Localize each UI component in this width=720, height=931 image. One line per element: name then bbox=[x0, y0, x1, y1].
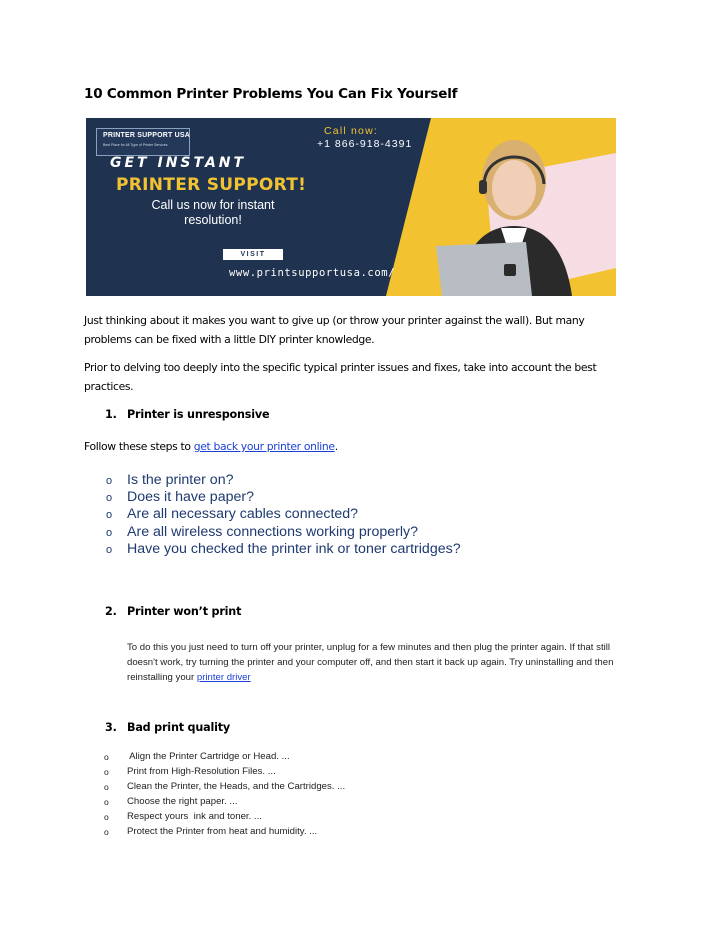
intro-paragraph-1: Just thinking about it makes you want to give up (or throw your printer against the wall). But many problems can be fixed with a little DIY printer knowledge. bbox=[84, 314, 585, 346]
bullet-icon: o bbox=[104, 767, 109, 777]
section-2-number: 2. bbox=[105, 605, 117, 618]
printer-driver-link[interactable]: printer driver bbox=[196, 672, 251, 684]
banner-website[interactable]: www.printsupportusa.com/ bbox=[229, 267, 396, 279]
logo-title: PRINTER SUPPORT USA bbox=[103, 132, 191, 139]
bullet-icon: o bbox=[106, 492, 113, 505]
bullet-icon: o bbox=[104, 782, 109, 792]
banner-headline-2: PRINTER SUPPORT! bbox=[116, 175, 307, 195]
section-1-lead-text: Follow these steps to bbox=[84, 440, 194, 453]
bullet-icon: o bbox=[106, 509, 113, 522]
section-1-number: 1. bbox=[105, 408, 117, 421]
section-1-title: Printer is unresponsive bbox=[127, 408, 270, 421]
document-page: 10 Common Printer Problems You Can Fix Yourself PRINTER SUPPORT USA Best Place for All Type of Printer Services GET INSTANT PRINTER SUPPORT! Call us now for instant resolution! VISIT www.printsupportusa.com/ Call now: +1 866-918-4391 Just thinking about it makes you want to give up (or throw your printer against the wall). But many problems can be fixed with a little DIY printer knowledge. Prior to delving too deeply into the specific typical printer issues and fixes, take into account the best practices. 1. Printer is unresponsive Follow these steps to get back your printer online. o Is the printer on? o Does it have paper? o Are all necessary cables connected? o Are all wireless connections working properly? o Have you checked the printer ink or toner cartridges? 2. Printer won’t print To do this you just need to turn off your printer, unplug for a few minutes and then plug the printer again. If that still doesn't work, try turning the printer and your computer off, and then start it back up again. Try uninstalling and then reinstalling your printer driver 3. Bad print quality o Align the Printer Cartridge or Head. ... o Print from High-Resolution Files. ... o Clean the Printer, the Heads, and the Cartridges. ... o Choose the right paper. ... o Respect yours ink and toner. ... o Protect the Printer from heat and humidity. ... bbox=[0, 0, 720, 931]
company-logo bbox=[96, 128, 190, 156]
section-3-number: 3. bbox=[105, 721, 117, 734]
logo-tagline: Best Place for All Type of Printer Services bbox=[103, 143, 168, 147]
phone-number[interactable]: +1 866-918-4391 bbox=[317, 138, 413, 150]
section-1-lead bbox=[84, 437, 624, 456]
bullet-icon: o bbox=[106, 543, 113, 556]
section-1-lead-end: . bbox=[334, 440, 338, 453]
bullet-icon: o bbox=[104, 797, 109, 807]
section-2-heading bbox=[105, 605, 241, 618]
printer-support-banner[interactable] bbox=[86, 118, 616, 296]
bullet-icon: o bbox=[104, 812, 109, 822]
bullet-icon: o bbox=[104, 752, 109, 762]
section-2-paragraph bbox=[127, 640, 632, 686]
section-2-text: To do this you just need to turn off your printer, unplug for a few minutes and then plug the printer again. If that still doesn't work, try turning the printer and your computer off, and then start it back up again. Try uninstalling and then reinstalling your bbox=[127, 642, 614, 684]
printer-online-link[interactable]: get back your printer online bbox=[193, 440, 335, 453]
bullet-icon: o bbox=[106, 475, 113, 487]
section-1-heading bbox=[105, 408, 269, 421]
bullet-icon: o bbox=[106, 526, 113, 539]
visit-button[interactable]: VISIT bbox=[223, 249, 283, 260]
section-3-title: Bad print quality bbox=[127, 721, 230, 734]
intro-paragraph-2: Prior to delving too deeply into the specific typical printer issues and fixes, take into account the best practices. bbox=[84, 361, 597, 393]
section-3-heading bbox=[105, 721, 230, 734]
document-title: 10 Common Printer Problems You Can Fix Yourself bbox=[84, 86, 458, 102]
bullet-icon: o bbox=[104, 827, 109, 837]
section-2-title: Printer won’t print bbox=[127, 605, 242, 618]
banner-subtext: Call us now for instant resolution! bbox=[151, 198, 275, 227]
call-now-label: Call now: bbox=[324, 125, 378, 137]
banner-headline-1: GET INSTANT bbox=[110, 155, 247, 171]
